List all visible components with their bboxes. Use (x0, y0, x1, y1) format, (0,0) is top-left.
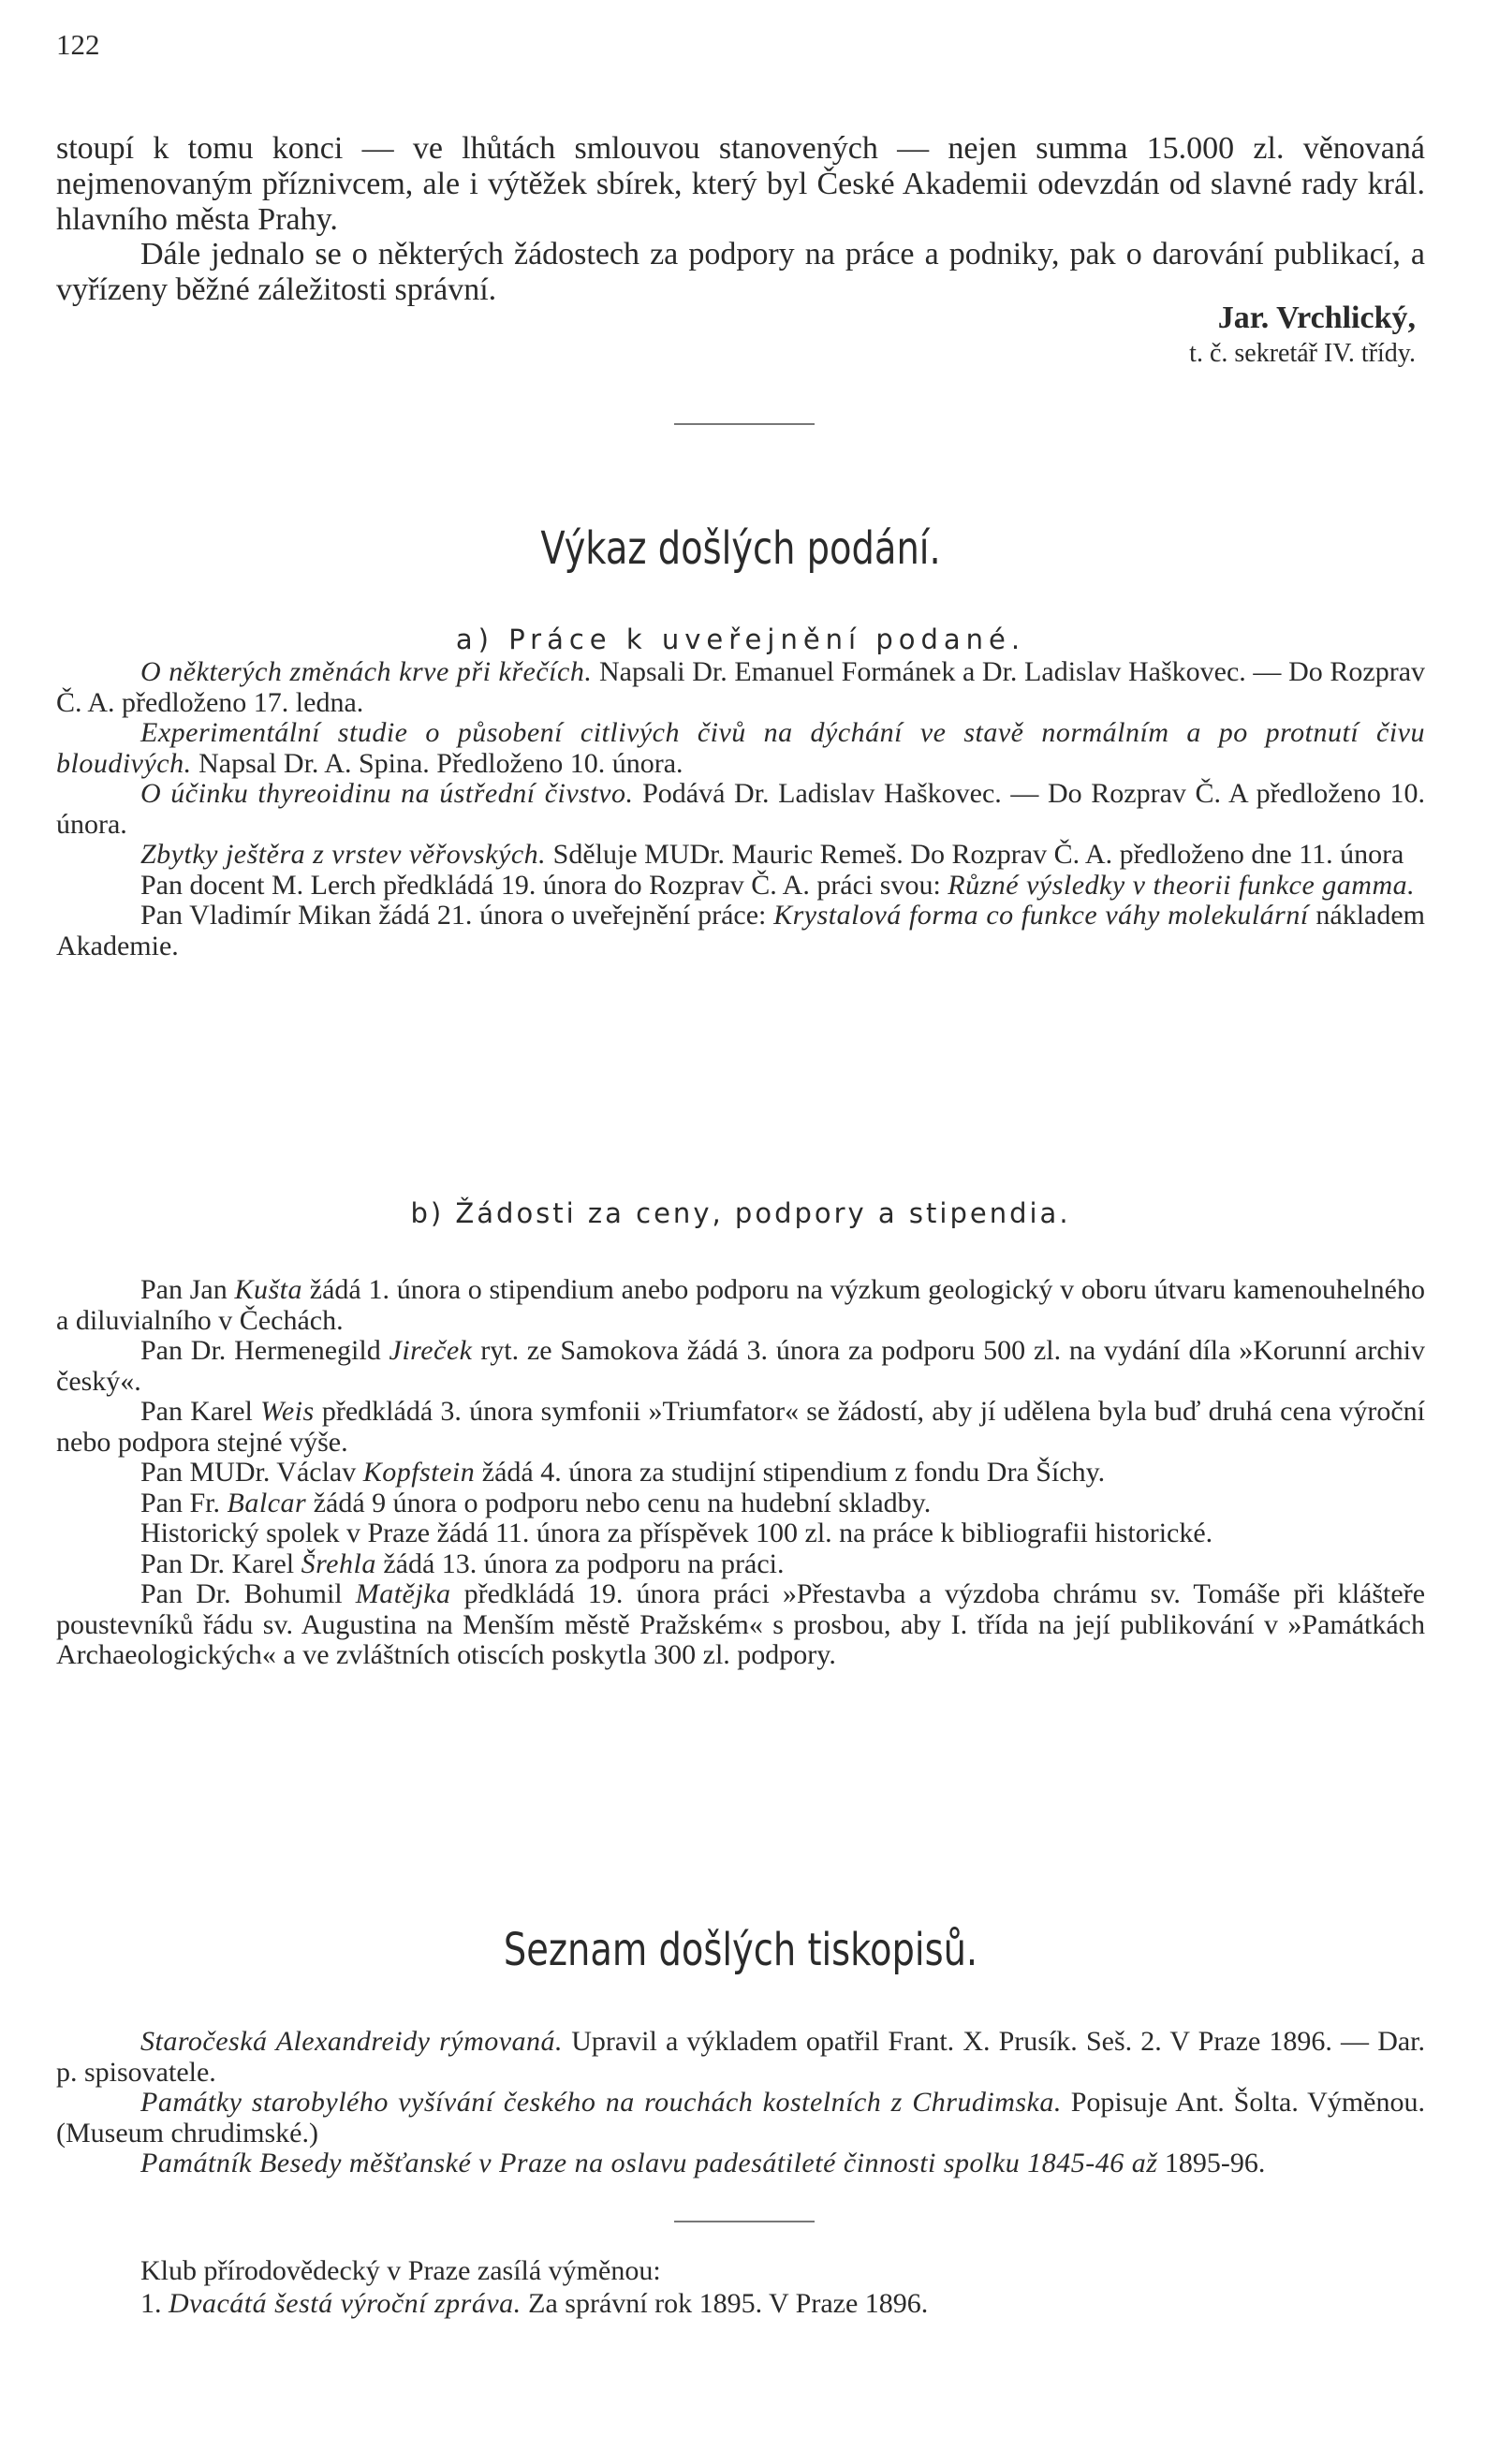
request-text: žádá 9 února o podporu nebo cenu na hudební skladby. (306, 1487, 932, 1518)
list-item (56, 1397, 1425, 1458)
print-text: Upravil a výkladem opatřil Frant. X. Prusík. Seš. 2. V Praze 1896. — Dar. p. spisovatele. (56, 2026, 1426, 2088)
work-text: Napsal Dr. A. Spina. Předloženo 10. února. (191, 747, 683, 779)
list-item (56, 2149, 1425, 2179)
divider (674, 2221, 815, 2222)
person-name: Jireček (389, 1335, 473, 1366)
person-name: Weis (260, 1396, 315, 1427)
signature (56, 301, 1416, 372)
list-item (56, 1579, 1425, 1671)
works-list (56, 657, 1425, 961)
work-title: O účinku thyreoidinu na ústřední čivstvo. (140, 778, 634, 809)
request-text: Pan MUDr. Václav (140, 1457, 363, 1488)
work-text: Sděluje MUDr. Mauric Remeš. Do Rozprav Č. A. předloženo dne 11. února (546, 839, 1404, 870)
work-title: Experimentální studie o působení citlivých čivů na dýchání ve stavě normálním a po protnutí čivu bloudivých. (56, 717, 1425, 779)
intro-paragraph: Dále jednalo se o některých žádostech za podpory na práce a podniky, pak o darování publikací, a vyřízeny běžné záležitosti správní. (56, 237, 1425, 308)
person-name: Matějka (355, 1578, 451, 1609)
print-title: Staročeská Alexandreidy rýmovaná. (140, 2026, 564, 2057)
work-title: Krystalová forma co funkce váhy molekulární (773, 900, 1309, 931)
prints-list (56, 2027, 1425, 2179)
print-text: Popisuje Ant. Šolta. Výměnou. (Museum chrudimské.) (56, 2087, 1425, 2149)
work-title: O některých změnách krve při křečích. (140, 656, 593, 687)
intro-paragraph: stoupí k tomu konci — ve lhůtách smlouvou stanovených — nejen summa 15.000 zl. věnovaná nejmenovaným příznivcem, ale i výtěžek sbírek, který byl České Akademii odevzdán od slavné rady král. hlavního města Prahy. (56, 131, 1425, 237)
signature-title: t. č. sekretář IV. třídy. (1189, 338, 1416, 368)
page-number: 122 (56, 28, 100, 61)
list-item (56, 901, 1425, 961)
divider (674, 423, 815, 425)
list-item (56, 2287, 1425, 2320)
print-text: 1895-96. (1157, 2148, 1266, 2178)
person-name: Balcar (227, 1487, 307, 1518)
list-item (56, 2027, 1425, 2088)
requests-list (56, 1275, 1425, 1671)
list-item (56, 1489, 1425, 1519)
request-text: Pan Karel (140, 1396, 261, 1427)
list-item (56, 871, 1425, 902)
work-text: nákladem Akademie. (56, 900, 1425, 961)
request-text: žádá 4. února za studijní stipendium z fondu Dra Šíchy. (475, 1457, 1106, 1488)
club-item-text: Za správní rok 1895. V Praze 1896. (521, 2288, 929, 2319)
request-text: Pan Jan (140, 1274, 235, 1305)
list-item (56, 779, 1425, 840)
section-heading-submissions: Výkaz došlých podání. (540, 522, 941, 575)
person-name: Kopfstein (362, 1457, 476, 1488)
list-item (56, 1549, 1425, 1580)
section-heading-prints: Seznam došlých tiskopisů. (503, 1924, 978, 1976)
signature-name: Jar. Vrchlický, (1217, 301, 1416, 335)
request-text: žádá 1. února o stipendium anebo podporu na výzkum geologický v oboru útvaru kamenouhelného a diluvialního v Čechách. (56, 1274, 1425, 1336)
intro-section (56, 131, 1425, 308)
request-text: Pan Dr. Hermenegild (140, 1335, 389, 1366)
print-title: Památky starobylého vyšívání českého na rouchách kostelních z Chrudimska. (140, 2087, 1062, 2118)
list-item (56, 1458, 1425, 1489)
club-item-title: Dvacátá šestá výroční zpráva. (169, 2288, 522, 2319)
request-text: Pan Dr. Bohumil (140, 1578, 356, 1609)
request-text: Pan Fr. (140, 1487, 228, 1518)
list-item (56, 1518, 1425, 1549)
subheading-works: a) Práce k uveřejnění podané. (455, 623, 1026, 655)
request-text: Historický spolek v Praze žádá 11. února za příspěvek 100 zl. na práce k bibliografii historické. (140, 1518, 1213, 1548)
club-section (56, 2254, 1425, 2320)
list-item (56, 840, 1425, 871)
work-text: Napsali Dr. Emanuel Formánek a Dr. Ladislav Haškovec. — Do Rozprav Č. A. předloženo 17. ledna. (56, 656, 1426, 718)
work-title: Různé výsledky v theorii funkce gamma. (948, 869, 1416, 901)
work-text: Pan docent M. Lerch předkládá 19. února do Rozprav Č. A. práci svou: (140, 869, 948, 901)
work-text: Pan Vladimír Mikan žádá 21. února o uveřejnění práce: (140, 900, 774, 931)
club-line: Klub přírodovědecký v Praze zasílá výměnou: (140, 2255, 661, 2286)
list-item (56, 657, 1425, 718)
request-text: žádá 13. února za podporu na práci. (375, 1547, 785, 1579)
list-item (56, 2088, 1425, 2149)
person-name: Kušta (234, 1274, 303, 1305)
list-item (56, 1336, 1425, 1397)
work-title: Zbytky ještěra z vrstev věřovských. (140, 839, 547, 870)
print-title: Památník Besedy měšťanské v Praze na oslavu padesátileté činnosti spolku 1845-46 až (140, 2148, 1158, 2178)
work-text: Podává Dr. Ladislav Haškovec. — Do Rozprav Č. A předloženo 10. února. (56, 778, 1425, 840)
list-item (56, 1275, 1425, 1336)
request-text: ryt. ze Samokova žádá 3. února za podporu 500 zl. na vydání díla »Korunní archiv český«. (56, 1335, 1426, 1397)
list-item (56, 718, 1425, 779)
club-item-number: 1. (140, 2288, 169, 2319)
request-text: předkládá 19. února práci »Přestavba a výzdoba chrámu sv. Tomáše při klášteře poustevníků řádu sv. Augustina na Menším městě Pražském« s prosbou, aby I. třída na její publikování v »Památkách Archaeologických« a ve zvláštních otiscích poskytla 300 zl. podpory. (56, 1578, 1426, 1670)
person-name: Šrehla (301, 1547, 376, 1579)
request-text: předkládá 3. února symfonii »Triumfator« se žádostí, aby jí udělena byla buď druhá cena výroční nebo podpora stejné výše. (56, 1396, 1425, 1458)
subheading-requests: b) Žádosti za ceny, podpory a stipendia. (410, 1197, 1071, 1229)
request-text: Pan Dr. Karel (140, 1547, 301, 1579)
